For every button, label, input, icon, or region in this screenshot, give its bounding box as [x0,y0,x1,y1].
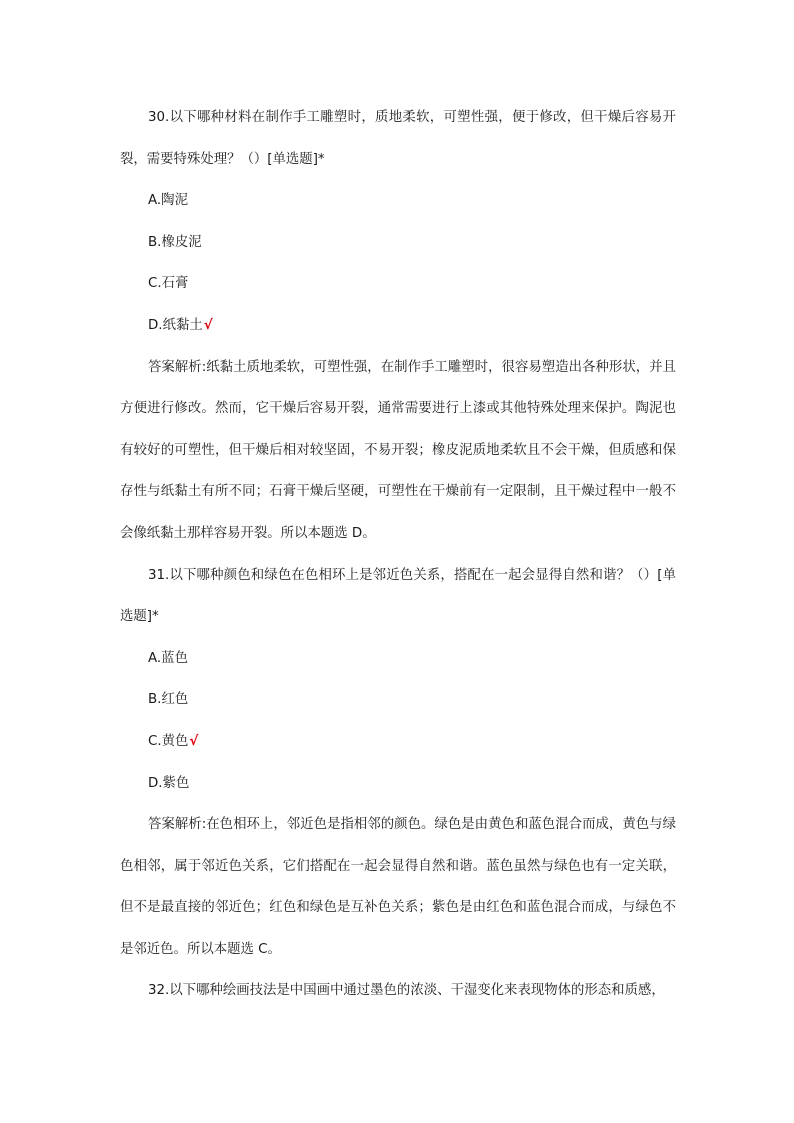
option-label: C.黄色 [148,733,189,749]
option-b [120,222,676,264]
option-a [120,638,676,680]
option-label: A.陶泥 [148,193,188,209]
option-label: D.纸黏土 [148,317,203,333]
option-d [120,763,676,805]
option-label: D.紫色 [148,775,190,791]
option-label: B.红色 [148,692,189,708]
answer-analysis: 答案解析:纸黏土质地柔软，可塑性强，在制作手工雕塑时，很容易塑造出各种形状，并且方便进行修改。然而，它干燥后容易开裂，通常需要进行上漆或其他特殊处理来保护。陶泥也有较好的可塑性，但干燥后相对较坚固，不易开裂；橡皮泥质地柔软且不会干燥，但质感和保存性与纸黏土有所不同；石膏干燥后坚硬，可塑性在干燥前有一定限制，且干燥过程中一般不会像纸黏土那样容易开裂。所以本题选 D。 [120,359,676,541]
question-31 [120,555,676,971]
question-stem: 30.以下哪种材料在制作手工雕塑时，质地柔软，可塑性强，便于修改，但干燥后容易开裂，需要特殊处理？（）[单选题]* [120,110,676,167]
option-label: C.石膏 [148,276,189,292]
answer-analysis: 答案解析:在色相环上，邻近色是指相邻的颜色。绿色是由黄色和蓝色混合而成，黄色与绿色相邻，属于邻近色关系，它们搭配在一起会显得自然和谐。蓝色虽然与绿色也有一定关联，但不是最直接的邻近色；红色和绿色是互补色关系；紫色是由红色和蓝色混合而成，与绿色不是邻近色。所以本题选 C。 [120,817,676,957]
option-label: B.橡皮泥 [148,234,202,250]
option-c [120,721,676,763]
document-page [120,97,676,1012]
question-30 [120,97,676,555]
option-d [120,305,676,347]
option-c [120,263,676,305]
correct-mark: √ [203,317,213,333]
correct-mark: √ [189,733,199,749]
option-a [120,180,676,222]
option-b [120,679,676,721]
option-label: A.蓝色 [148,650,188,666]
question-32 [120,970,676,1012]
question-stem: 31.以下哪种颜色和绿色在色相环上是邻近色关系，搭配在一起会显得自然和谐？（）[单选题]* [120,567,676,625]
question-stem: 32.以下哪种绘画技法是中国画中通过墨色的浓淡、干湿变化来表现物体的形态和质感， [148,983,665,999]
